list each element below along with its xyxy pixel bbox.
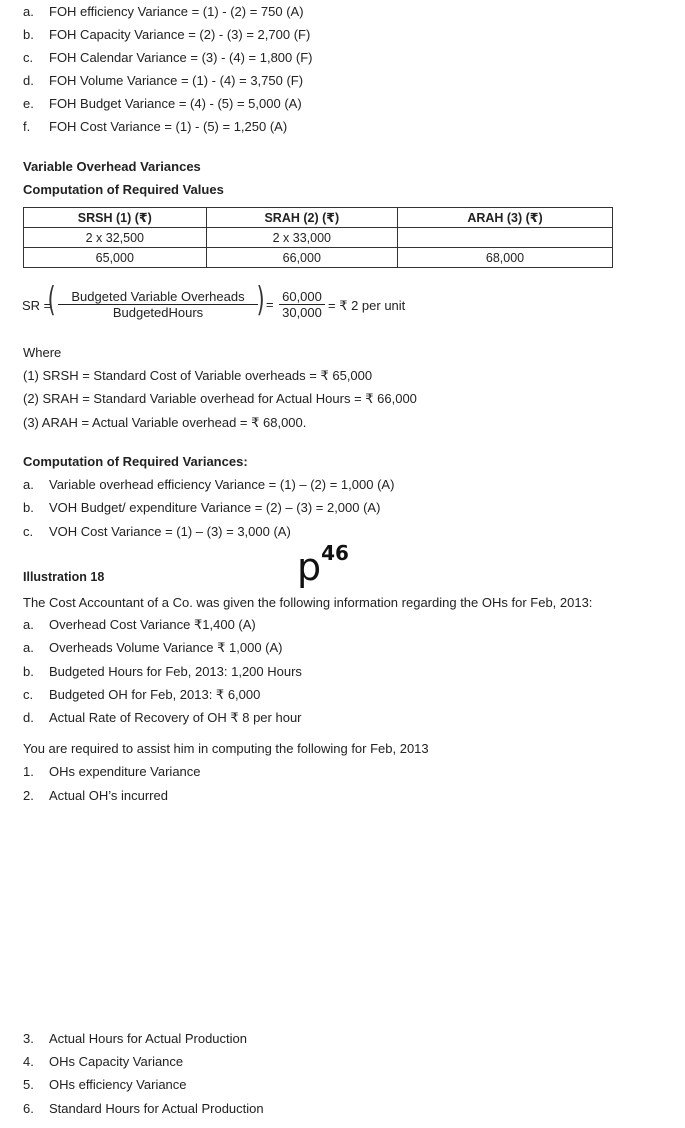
table-header-cell: ARAH (3) (₹) <box>398 208 613 228</box>
where-label: Where <box>23 345 62 360</box>
list-item: 4. OHs Capacity Variance <box>23 1054 184 1069</box>
required-intro: You are required to assist him in computing the following for Feb, 2013 <box>23 741 429 756</box>
table-cell: 2 x 32,500 <box>24 228 207 248</box>
right-paren-icon: ) <box>256 280 265 320</box>
handwritten-page-note: $p^{46}$ <box>297 541 349 589</box>
list-item: a. FOH efficiency Variance = (1) - (2) = 750 (A) <box>23 4 304 19</box>
list-item: 5. OHs efficiency Variance <box>23 1077 187 1092</box>
table-header-cell: SRAH (2) (₹) <box>206 208 397 228</box>
list-item: b. Budgeted Hours for Feb, 2013: 1,200 Hours <box>23 664 302 679</box>
list-item: b. VOH Budget/ expenditure Variance = (2) – (3) = 2,000 (A) <box>23 500 381 515</box>
list-item: a. Overheads Volume Variance ₹ 1,000 (A) <box>23 640 283 655</box>
formula-result: = ₹ 2 per unit <box>328 298 406 313</box>
comp-variances-heading: Computation of Required Variances: <box>23 454 248 469</box>
list-item: d. FOH Volume Variance = (1) - (4) = 3,750 (F) <box>23 73 304 88</box>
formula-eq: = <box>266 297 274 312</box>
left-paren-icon: ( <box>47 280 56 320</box>
table-cell: 2 x 33,000 <box>206 228 397 248</box>
table-cell: 68,000 <box>398 248 613 268</box>
fraction-2: $\frac{60,000}{30,000}$ <box>279 289 325 320</box>
table-cell: 65,000 <box>24 248 207 268</box>
list-item: b. FOH Capacity Variance = (2) - (3) = 2,700 (F) <box>23 27 311 42</box>
where-item: (1) SRSH = Standard Cost of Variable overheads = ₹ 65,000 <box>23 368 373 383</box>
list-item: 2. Actual OH’s incurred <box>23 788 168 803</box>
where-item: (3) ARAH = Actual Variable overhead = ₹ 68,000. <box>23 415 307 430</box>
list-item: a. Variable overhead efficiency Variance = (1) – (2) = 1,000 (A) <box>23 477 395 492</box>
where-item: (2) SRAH = Standard Variable overhead for Actual Hours = ₹ 66,000 <box>23 391 417 406</box>
illustration-title: Illustration 18 <box>23 570 105 584</box>
list-item: 1. OHs expenditure Variance <box>23 764 201 779</box>
formula-lhs: SR = <box>22 298 52 313</box>
table-row <box>24 228 613 248</box>
comp-values-heading: Computation of Required Values <box>23 182 224 197</box>
list-item: f. FOH Cost Variance = (1) - (5) = 1,250 (A) <box>23 119 288 134</box>
list-item: c. FOH Calendar Variance = (3) - (4) = 1,800 (F) <box>23 50 313 65</box>
table-cell <box>398 228 613 248</box>
list-item: c. Budgeted OH for Feb, 2013: ₹ 6,000 <box>23 687 261 702</box>
list-item: 3. Actual Hours for Actual Production <box>23 1031 247 1046</box>
fraction-1: Budgeted Variable Overheads BudgetedHours <box>58 289 258 320</box>
table-row <box>24 248 613 268</box>
list-item: 6. Standard Hours for Actual Production <box>23 1101 264 1116</box>
list-item: e. FOH Budget Variance = (4) - (5) = 5,000 (A) <box>23 96 302 111</box>
values-table <box>23 207 613 268</box>
illustration-intro: The Cost Accountant of a Co. was given the following information regarding the OHs for Feb, 2013: <box>23 595 593 610</box>
table-header-cell: SRSH (1) (₹) <box>24 208 207 228</box>
table-cell: 66,000 <box>206 248 397 268</box>
list-item: c. VOH Cost Variance = (1) – (3) = 3,000 (A) <box>23 524 291 539</box>
table-header-row <box>24 208 613 228</box>
list-item: a. Overhead Cost Variance ₹1,400 (A) <box>23 617 256 632</box>
voh-heading: Variable Overhead Variances <box>23 159 201 174</box>
list-item: d. Actual Rate of Recovery of OH ₹ 8 per hour <box>23 710 302 725</box>
